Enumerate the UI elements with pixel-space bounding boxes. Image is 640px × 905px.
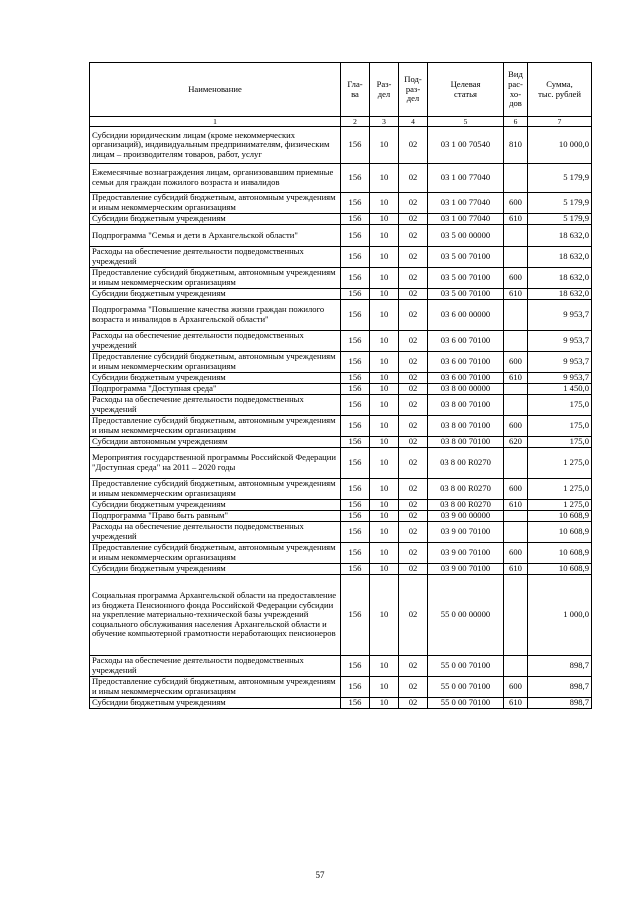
row-target-article: 03 5 00 70100	[428, 247, 504, 268]
column-number: 3	[370, 117, 399, 127]
row-target-article: 55 0 00 70100	[428, 677, 504, 698]
row-name: Подпрограмма "Доступная среда"	[90, 384, 341, 395]
row-glava: 156	[341, 511, 370, 522]
row-name: Субсидии бюджетным учреждениям	[90, 289, 341, 300]
row-name: Предоставление субсидий бюджетным, автономным учреждениям и иным некоммерческим организациям	[90, 352, 341, 373]
row-razdel: 10	[370, 500, 399, 511]
row-glava: 156	[341, 289, 370, 300]
row-name: Субсидии автономным учреждениям	[90, 437, 341, 448]
row-expense-type: 600	[504, 352, 528, 373]
row-glava: 156	[341, 127, 370, 164]
table-row	[90, 395, 592, 416]
row-target-article: 03 8 00 R0270	[428, 479, 504, 500]
row-razdel: 10	[370, 127, 399, 164]
row-amount: 18 632,0	[528, 225, 592, 247]
row-podrazdel: 02	[399, 575, 428, 656]
row-glava: 156	[341, 522, 370, 543]
row-podrazdel: 02	[399, 289, 428, 300]
row-name: Подпрограмма "Семья и дети в Архангельской области"	[90, 225, 341, 247]
row-name: Ежемесячные вознаграждения лицам, организовавшим приемные семьи для граждан пожилого возраста и инвалидов	[90, 164, 341, 193]
row-expense-type	[504, 511, 528, 522]
row-target-article: 03 8 00 70100	[428, 437, 504, 448]
row-amount: 10 608,9	[528, 564, 592, 575]
table-row	[90, 448, 592, 479]
table-row	[90, 564, 592, 575]
row-razdel: 10	[370, 437, 399, 448]
row-amount: 898,7	[528, 698, 592, 709]
header-vid: Вид рас- хо- дов	[504, 63, 528, 117]
row-podrazdel: 02	[399, 543, 428, 564]
row-expense-type: 610	[504, 214, 528, 225]
row-razdel: 10	[370, 677, 399, 698]
column-number: 4	[399, 117, 428, 127]
row-expense-type: 600	[504, 543, 528, 564]
row-target-article: 03 1 00 77040	[428, 164, 504, 193]
row-amount: 9 953,7	[528, 331, 592, 352]
row-glava: 156	[341, 164, 370, 193]
row-amount: 175,0	[528, 416, 592, 437]
row-podrazdel: 02	[399, 268, 428, 289]
row-razdel: 10	[370, 164, 399, 193]
row-name: Субсидии бюджетным учреждениям	[90, 564, 341, 575]
row-name: Предоставление субсидий бюджетным, автономным учреждениям и иным некоммерческим организациям	[90, 193, 341, 214]
row-razdel: 10	[370, 416, 399, 437]
row-podrazdel: 02	[399, 247, 428, 268]
row-podrazdel: 02	[399, 395, 428, 416]
row-amount: 1 275,0	[528, 479, 592, 500]
row-target-article: 03 1 00 70540	[428, 127, 504, 164]
row-razdel: 10	[370, 698, 399, 709]
row-razdel: 10	[370, 575, 399, 656]
row-glava: 156	[341, 352, 370, 373]
row-amount: 1 275,0	[528, 448, 592, 479]
header-row	[90, 63, 592, 117]
table-row	[90, 384, 592, 395]
row-podrazdel: 02	[399, 479, 428, 500]
row-expense-type	[504, 575, 528, 656]
row-expense-type: 600	[504, 193, 528, 214]
row-razdel: 10	[370, 193, 399, 214]
header-razdel: Раз- дел	[370, 63, 399, 117]
row-target-article: 03 8 00 R0270	[428, 500, 504, 511]
row-name: Расходы на обеспечение деятельности подведомственных учреждений	[90, 331, 341, 352]
row-expense-type: 810	[504, 127, 528, 164]
row-podrazdel: 02	[399, 384, 428, 395]
row-expense-type	[504, 448, 528, 479]
row-podrazdel: 02	[399, 656, 428, 677]
row-podrazdel: 02	[399, 127, 428, 164]
header-glava: Гла- ва	[341, 63, 370, 117]
table-row	[90, 127, 592, 164]
row-glava: 156	[341, 448, 370, 479]
table-row	[90, 522, 592, 543]
row-target-article: 03 8 00 70100	[428, 395, 504, 416]
row-name: Предоставление субсидий бюджетным, автономным учреждениям и иным некоммерческим организациям	[90, 543, 341, 564]
table-row	[90, 543, 592, 564]
row-target-article: 55 0 00 00000	[428, 575, 504, 656]
row-name: Подпрограмма "Повышение качества жизни граждан пожилого возраста и инвалидов в Архангельской области"	[90, 300, 341, 331]
row-amount: 18 632,0	[528, 247, 592, 268]
row-glava: 156	[341, 437, 370, 448]
column-number: 6	[504, 117, 528, 127]
table-row	[90, 416, 592, 437]
row-podrazdel: 02	[399, 564, 428, 575]
row-target-article: 03 8 00 00000	[428, 384, 504, 395]
row-expense-type: 600	[504, 677, 528, 698]
table-row	[90, 247, 592, 268]
row-target-article: 03 5 00 70100	[428, 289, 504, 300]
row-target-article: 03 6 00 70100	[428, 331, 504, 352]
row-expense-type: 610	[504, 289, 528, 300]
column-number: 7	[528, 117, 592, 127]
row-podrazdel: 02	[399, 331, 428, 352]
row-razdel: 10	[370, 268, 399, 289]
row-name: Расходы на обеспечение деятельности подведомственных учреждений	[90, 656, 341, 677]
header-podrazdel: Под- раз- дел	[399, 63, 428, 117]
row-expense-type	[504, 331, 528, 352]
row-target-article: 03 9 00 70100	[428, 543, 504, 564]
row-podrazdel: 02	[399, 437, 428, 448]
table-row	[90, 575, 592, 656]
table-row	[90, 193, 592, 214]
row-podrazdel: 02	[399, 373, 428, 384]
row-glava: 156	[341, 500, 370, 511]
row-razdel: 10	[370, 448, 399, 479]
table-row	[90, 214, 592, 225]
row-razdel: 10	[370, 522, 399, 543]
row-amount: 1 000,0	[528, 575, 592, 656]
row-glava: 156	[341, 677, 370, 698]
row-razdel: 10	[370, 352, 399, 373]
row-name: Предоставление субсидий бюджетным, автономным учреждениям и иным некоммерческим организациям	[90, 268, 341, 289]
row-podrazdel: 02	[399, 448, 428, 479]
row-name: Субсидии бюджетным учреждениям	[90, 500, 341, 511]
column-number: 2	[341, 117, 370, 127]
row-expense-type	[504, 395, 528, 416]
table-row	[90, 698, 592, 709]
row-glava: 156	[341, 384, 370, 395]
row-razdel: 10	[370, 543, 399, 564]
header-statya: Целевая статья	[428, 63, 504, 117]
column-number-row	[90, 117, 592, 127]
row-name: Расходы на обеспечение деятельности подведомственных учреждений	[90, 395, 341, 416]
row-amount: 898,7	[528, 677, 592, 698]
row-razdel: 10	[370, 214, 399, 225]
row-amount: 9 953,7	[528, 352, 592, 373]
row-glava: 156	[341, 656, 370, 677]
row-podrazdel: 02	[399, 500, 428, 511]
table-row	[90, 331, 592, 352]
row-target-article: 03 9 00 00000	[428, 511, 504, 522]
row-target-article: 03 5 00 00000	[428, 225, 504, 247]
row-expense-type: 610	[504, 698, 528, 709]
row-glava: 156	[341, 575, 370, 656]
row-podrazdel: 02	[399, 225, 428, 247]
row-expense-type: 620	[504, 437, 528, 448]
row-name: Субсидии бюджетным учреждениям	[90, 214, 341, 225]
row-amount: 1 450,0	[528, 384, 592, 395]
row-podrazdel: 02	[399, 511, 428, 522]
row-expense-type	[504, 164, 528, 193]
row-amount: 10 608,9	[528, 522, 592, 543]
row-expense-type: 600	[504, 268, 528, 289]
row-glava: 156	[341, 416, 370, 437]
row-glava: 156	[341, 373, 370, 384]
table-row	[90, 268, 592, 289]
table-row	[90, 437, 592, 448]
row-razdel: 10	[370, 300, 399, 331]
row-amount: 9 953,7	[528, 373, 592, 384]
row-target-article: 03 8 00 70100	[428, 416, 504, 437]
row-target-article: 03 6 00 00000	[428, 300, 504, 331]
row-expense-type	[504, 225, 528, 247]
row-expense-type: 610	[504, 500, 528, 511]
row-expense-type: 610	[504, 564, 528, 575]
row-amount: 18 632,0	[528, 289, 592, 300]
row-razdel: 10	[370, 247, 399, 268]
row-amount: 898,7	[528, 656, 592, 677]
row-amount: 5 179,9	[528, 164, 592, 193]
row-name: Субсидии бюджетным учреждениям	[90, 698, 341, 709]
row-glava: 156	[341, 193, 370, 214]
row-name: Субсидии бюджетным учреждениям	[90, 373, 341, 384]
row-amount: 10 608,9	[528, 543, 592, 564]
row-name: Мероприятия государственной программы Российской Федерации "Доступная среда" на 2011 – 2020 годы	[90, 448, 341, 479]
row-podrazdel: 02	[399, 522, 428, 543]
row-podrazdel: 02	[399, 698, 428, 709]
row-target-article: 03 6 00 70100	[428, 352, 504, 373]
header-name: Наименование	[90, 63, 341, 117]
row-expense-type: 600	[504, 416, 528, 437]
row-expense-type: 610	[504, 373, 528, 384]
row-name: Подпрограмма "Право быть равным"	[90, 511, 341, 522]
row-amount: 1 275,0	[528, 500, 592, 511]
row-amount: 5 179,9	[528, 193, 592, 214]
row-glava: 156	[341, 214, 370, 225]
row-target-article: 03 8 00 R0270	[428, 448, 504, 479]
row-expense-type: 600	[504, 479, 528, 500]
row-razdel: 10	[370, 511, 399, 522]
row-name: Социальная программа Архангельской области на предоставление из бюджета Пенсионного фонда Российской Федерации субсидии на укрепление материально-технической базы учреждений социального обслуживания населения Архангельской области и обучение компьютерной грамотности неработающих пенсионеров	[90, 575, 341, 656]
row-amount: 10 608,9	[528, 511, 592, 522]
row-expense-type	[504, 522, 528, 543]
row-razdel: 10	[370, 384, 399, 395]
row-amount: 10 000,0	[528, 127, 592, 164]
row-target-article: 03 9 00 70100	[428, 564, 504, 575]
row-name: Субсидии юридическим лицам (кроме некоммерческих организаций), индивидуальным предпринимателям, физическим лицам – производителям товаров, работ, услуг	[90, 127, 341, 164]
row-glava: 156	[341, 225, 370, 247]
row-razdel: 10	[370, 289, 399, 300]
row-podrazdel: 02	[399, 352, 428, 373]
row-razdel: 10	[370, 395, 399, 416]
row-name: Предоставление субсидий бюджетным, автономным учреждениям и иным некоммерческим организациям	[90, 416, 341, 437]
row-glava: 156	[341, 543, 370, 564]
row-amount: 175,0	[528, 437, 592, 448]
row-target-article: 55 0 00 70100	[428, 656, 504, 677]
row-razdel: 10	[370, 225, 399, 247]
row-razdel: 10	[370, 479, 399, 500]
row-name: Предоставление субсидий бюджетным, автономным учреждениям и иным некоммерческим организациям	[90, 479, 341, 500]
row-razdel: 10	[370, 564, 399, 575]
table-row	[90, 373, 592, 384]
table-body	[90, 127, 592, 709]
header-summa: Сумма, тыс. рублей	[528, 63, 592, 117]
row-expense-type	[504, 300, 528, 331]
row-amount: 175,0	[528, 395, 592, 416]
row-podrazdel: 02	[399, 416, 428, 437]
table-row	[90, 677, 592, 698]
row-glava: 156	[341, 300, 370, 331]
row-expense-type	[504, 656, 528, 677]
row-podrazdel: 02	[399, 193, 428, 214]
row-target-article: 03 9 00 70100	[428, 522, 504, 543]
row-target-article: 55 0 00 70100	[428, 698, 504, 709]
row-razdel: 10	[370, 331, 399, 352]
row-name: Предоставление субсидий бюджетным, автономным учреждениям и иным некоммерческим организациям	[90, 677, 341, 698]
row-podrazdel: 02	[399, 164, 428, 193]
row-name: Расходы на обеспечение деятельности подведомственных учреждений	[90, 247, 341, 268]
row-name: Расходы на обеспечение деятельности подведомственных учреждений	[90, 522, 341, 543]
row-amount: 18 632,0	[528, 268, 592, 289]
row-target-article: 03 1 00 77040	[428, 193, 504, 214]
row-target-article: 03 5 00 70100	[428, 268, 504, 289]
row-expense-type	[504, 247, 528, 268]
row-razdel: 10	[370, 656, 399, 677]
table-row	[90, 289, 592, 300]
row-target-article: 03 6 00 70100	[428, 373, 504, 384]
table-row	[90, 225, 592, 247]
row-glava: 156	[341, 564, 370, 575]
column-number: 1	[90, 117, 341, 127]
table-row	[90, 300, 592, 331]
row-glava: 156	[341, 331, 370, 352]
row-expense-type	[504, 384, 528, 395]
row-glava: 156	[341, 247, 370, 268]
table-row	[90, 500, 592, 511]
table-row	[90, 511, 592, 522]
page-number: 57	[315, 870, 325, 880]
table-row	[90, 164, 592, 193]
row-razdel: 10	[370, 373, 399, 384]
row-amount: 9 953,7	[528, 300, 592, 331]
row-target-article: 03 1 00 77040	[428, 214, 504, 225]
table-row	[90, 656, 592, 677]
column-number: 5	[428, 117, 504, 127]
row-amount: 5 179,9	[528, 214, 592, 225]
row-podrazdel: 02	[399, 677, 428, 698]
row-glava: 156	[341, 479, 370, 500]
budget-table	[89, 62, 592, 709]
row-podrazdel: 02	[399, 300, 428, 331]
table-row	[90, 352, 592, 373]
row-glava: 156	[341, 395, 370, 416]
row-glava: 156	[341, 698, 370, 709]
row-podrazdel: 02	[399, 214, 428, 225]
table-row	[90, 479, 592, 500]
row-glava: 156	[341, 268, 370, 289]
